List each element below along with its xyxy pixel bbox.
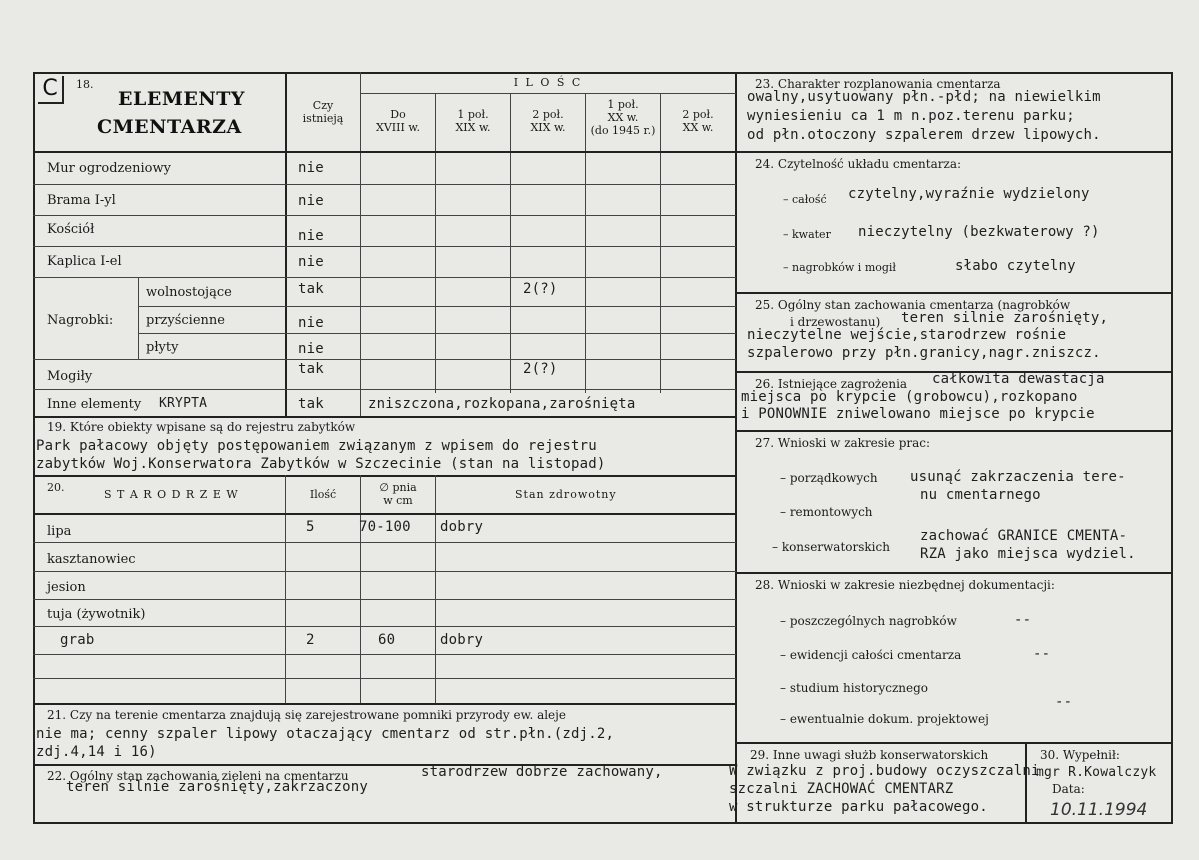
col-2xix-header: 2 poł. XIX w. bbox=[530, 108, 566, 134]
s28-item: – poszczególnych nagrobków bbox=[780, 614, 957, 628]
s30-date-label: Data: bbox=[1052, 782, 1085, 796]
s29-line2: szczalni ZACHOWAĆ CMENTARZ bbox=[729, 781, 954, 797]
s18-row-line bbox=[33, 389, 736, 390]
s26-line2: miejsca po krypcie (grobowcu),rozkopano bbox=[741, 389, 1078, 405]
s20-row-name: tuja (żywotnik) bbox=[47, 607, 146, 622]
row-plyty-exists: nie bbox=[298, 341, 324, 357]
s25-line3: szpalerowo przy płn.granicy,nagr.zniszcz. bbox=[747, 345, 1101, 361]
row-przy-exists: nie bbox=[298, 315, 324, 331]
row-kosciol-label: Kościół bbox=[47, 222, 95, 237]
s26-line1: całkowita dewastacja bbox=[932, 371, 1105, 387]
col-1xix-header: 1 poł. XIX w. bbox=[455, 108, 491, 134]
s19-line1: Park pałacowy objęty postępowaniem związanym z wpisem do rejestru bbox=[36, 438, 597, 454]
col-xviii-header: Do XVIII w. bbox=[376, 108, 420, 134]
s27-porz2: nu cmentarnego bbox=[920, 487, 1041, 503]
s21-line1: nie ma; cenny szpaler lipowy otaczający cmentarz od str.płn.(zdj.2, bbox=[36, 726, 615, 742]
row-plyty-label: płyty bbox=[146, 340, 179, 355]
s20-col-line bbox=[285, 475, 286, 703]
s19-top-line bbox=[33, 416, 736, 418]
s27-rem-label: – remontowych bbox=[780, 505, 873, 519]
s24-calosc-label: – całość bbox=[783, 193, 827, 206]
s22-line2: teren silnie zarośnięty,zakrzaczony bbox=[66, 779, 369, 795]
s23-label: 23. Charakter rozplanowania cmentarza bbox=[755, 77, 1001, 91]
row-mogily-2xix: 2(?) bbox=[523, 361, 558, 377]
s28-dash: -- bbox=[1014, 612, 1032, 628]
s20-row-name: kasztanowiec bbox=[47, 552, 136, 567]
s24-kwater-label: – kwater bbox=[783, 228, 831, 241]
s20-row-diam: 60 bbox=[378, 632, 396, 648]
s20-row-line bbox=[33, 626, 736, 627]
s25-line2: nieczytelne wejście,starodrzew rośnie bbox=[747, 327, 1067, 343]
row-brama-exists: nie bbox=[298, 193, 324, 209]
s28-item: – ewidencji całości cmentarza bbox=[780, 648, 962, 662]
s18-header-line bbox=[33, 151, 736, 153]
s21-label: 21. Czy na terenie cmentarza znajdują się zarejestrowane pomniki przyrody ew. aleje bbox=[47, 708, 566, 722]
s18-row-line bbox=[360, 93, 736, 94]
s27-kons2: RZA jako miejsca wydziel. bbox=[920, 546, 1136, 562]
s19-label: 19. Które obiekty wpisane są do rejestru zabytków bbox=[47, 420, 356, 434]
row-mogily-exists: tak bbox=[298, 361, 324, 377]
s18-title-line1: ELEMENTY bbox=[118, 88, 245, 110]
s24-label: 24. Czytelność układu cmentarza: bbox=[755, 157, 962, 171]
s30-label: 30. Wypełnił: bbox=[1040, 748, 1120, 762]
s20-row-diam: 70-100 bbox=[359, 519, 411, 535]
row-przy-label: przyścienne bbox=[146, 313, 225, 328]
s28-dash: -- bbox=[1033, 646, 1051, 662]
s23-line1: owalny,usytuowany płn.-płd; na niewielkim bbox=[747, 89, 1101, 105]
s20-row-name: jesion bbox=[47, 580, 86, 595]
s24-nagrobkow-label: – nagrobków i mogił bbox=[783, 261, 896, 274]
col-2xx-header: 2 poł. XX w. bbox=[682, 108, 714, 134]
section-letter-box bbox=[38, 76, 64, 104]
row-wolno-exists: tak bbox=[298, 281, 324, 297]
s20-row-state: dobry bbox=[440, 632, 484, 648]
s27-top-line bbox=[735, 430, 1173, 432]
row-inne-typed-label: KRYPTA bbox=[159, 396, 208, 411]
s21-line2: zdj.4,14 i 16) bbox=[36, 744, 157, 760]
s28-item: – ewentualnie dokum. projektowej bbox=[780, 712, 989, 726]
s18-row-line bbox=[138, 306, 736, 307]
s20-col-line bbox=[360, 475, 361, 703]
s18-col-line bbox=[510, 93, 511, 393]
s18-sub-line bbox=[138, 277, 139, 359]
row-mur-exists: nie bbox=[298, 160, 324, 176]
s20-col-line bbox=[435, 475, 436, 703]
s20-row-count: 2 bbox=[306, 632, 315, 648]
s27-kons-label: – konserwatorskich bbox=[772, 540, 890, 554]
s20-row-count: 5 bbox=[306, 519, 315, 535]
s18-col-line bbox=[660, 93, 661, 393]
s20-header-line bbox=[33, 513, 736, 515]
row-wolno-label: wolnostojące bbox=[146, 285, 232, 300]
s28-top-line bbox=[735, 572, 1173, 574]
s20-row-line bbox=[33, 571, 736, 572]
s18-row-line bbox=[33, 277, 736, 278]
s20-row-line bbox=[33, 678, 736, 679]
s27-porz1: usunąć zakrzaczenia tere- bbox=[910, 469, 1126, 485]
row-inne-note: zniszczona,rozkopana,zarośnięta bbox=[368, 396, 636, 412]
frame-right bbox=[1171, 72, 1173, 824]
s29-line1: W związku z proj.budowy oczyszczalni bbox=[729, 763, 1040, 779]
row-mogily-label: Mogiły bbox=[47, 369, 93, 384]
s26-label: 26. Istniejące zagrożenia bbox=[755, 377, 908, 391]
s27-label: 27. Wnioski w zakresie prac: bbox=[755, 436, 931, 450]
s29-label: 29. Inne uwagi służb konserwatorskich bbox=[750, 748, 989, 762]
s20-row-name: lipa bbox=[47, 524, 72, 539]
s24-calosc: czytelny,wyraźnie wydzielony bbox=[848, 186, 1090, 202]
s29-s30-divider bbox=[1025, 742, 1027, 824]
s26-line3: i PONOWNIE zniwelowano miejsce po krypcie bbox=[741, 406, 1095, 422]
s18-col-line bbox=[585, 93, 586, 393]
s20-title: S T A R O D R Z E W bbox=[104, 488, 239, 501]
frame-top bbox=[33, 72, 1173, 74]
s28-item: – studium historycznego bbox=[780, 681, 929, 695]
s18-number: 18. bbox=[76, 78, 94, 91]
s20-row-name: grab bbox=[60, 632, 95, 648]
s27-porz-label: – porządkowych bbox=[780, 471, 878, 485]
row-inne-exists: tak bbox=[298, 396, 324, 412]
s19-line2: zabytków Woj.Konserwatora Zabytków w Szczecinie (stan na listopad) bbox=[36, 456, 606, 472]
s27-kons1: zachować GRANICE CMENTA- bbox=[920, 528, 1128, 544]
row-kaplica-label: Kaplica I-el bbox=[47, 254, 122, 269]
s20-col-ilosc: Ilość bbox=[309, 488, 337, 501]
s22-label: 22. Ogólny stan zachowania zieleni na cmentarzu bbox=[47, 769, 349, 783]
s20-row-line bbox=[33, 599, 736, 600]
s20-number: 20. bbox=[47, 481, 65, 494]
col-ilosc-header: I L O Ś C bbox=[513, 76, 583, 89]
s20-col-stan: Stan zdrowotny bbox=[515, 488, 617, 501]
s30-name: mgr R.Kowalczyk bbox=[1036, 765, 1157, 780]
s18-row-line bbox=[33, 246, 736, 247]
s20-row-state: dobry bbox=[440, 519, 484, 535]
s18-title-line2: CMENTARZA bbox=[97, 116, 242, 138]
s22-line1: starodrzew dobrze zachowany, bbox=[421, 764, 663, 780]
s29-line3: w strukturze parku pałacowego. bbox=[729, 799, 988, 815]
s18-col-line bbox=[360, 72, 361, 416]
s30-date: 10.11.1994 bbox=[1050, 800, 1148, 820]
s25-line1: teren silnie zarośnięty, bbox=[901, 310, 1109, 326]
s20-row-line bbox=[33, 654, 736, 655]
section-letter: C bbox=[42, 76, 58, 101]
s18-row-line bbox=[33, 359, 736, 360]
s25-label2: i drzewostanu) bbox=[790, 315, 881, 329]
s28-label: 28. Wnioski w zakresie niezbędnej dokumentacji: bbox=[755, 578, 1055, 592]
s28-dash: -- bbox=[1055, 694, 1073, 710]
row-brama-label: Brama I-yl bbox=[47, 193, 116, 208]
s24-top-line bbox=[735, 151, 1173, 153]
row-kosciol-exists: nie bbox=[298, 228, 324, 244]
s23-line3: od płn.otoczony szpalerem drzew lipowych. bbox=[747, 127, 1101, 143]
s18-col-line bbox=[435, 93, 436, 393]
s24-nagrobkow: słabo czytelny bbox=[955, 258, 1076, 274]
s29-top-line bbox=[735, 742, 1173, 744]
s21-top-line bbox=[33, 703, 736, 705]
nagrobki-label: Nagrobki: bbox=[47, 313, 114, 328]
s20-row-line bbox=[33, 542, 736, 543]
col-exists-header: Czy istnieją bbox=[302, 99, 344, 125]
row-kaplica-exists: nie bbox=[298, 254, 324, 270]
row-inne-label: Inne elementy bbox=[47, 397, 142, 412]
s18-row-line bbox=[33, 215, 736, 216]
s25-label1: 25. Ogólny stan zachowania cmentarza (nagrobków bbox=[755, 298, 1071, 312]
s18-row-line bbox=[138, 333, 736, 334]
s18-row-line bbox=[33, 184, 736, 185]
s20-top-line bbox=[33, 475, 736, 477]
s24-kwater: nieczytelny (bezkwaterowy ?) bbox=[858, 224, 1100, 240]
s23-line2: wyniesieniu ca 1 m n.poz.terenu parku; bbox=[747, 108, 1075, 124]
row-wolno-2xix: 2(?) bbox=[523, 281, 558, 297]
col-1xx-header: 1 poł. XX w. (do 1945 r.) bbox=[590, 98, 656, 137]
s25-top-line bbox=[735, 292, 1173, 294]
frame-bottom bbox=[33, 822, 1173, 824]
s20-col-pnia: ∅ pnia w cm bbox=[379, 481, 417, 507]
row-mur-label: Mur ogrodzeniowy bbox=[47, 161, 171, 176]
